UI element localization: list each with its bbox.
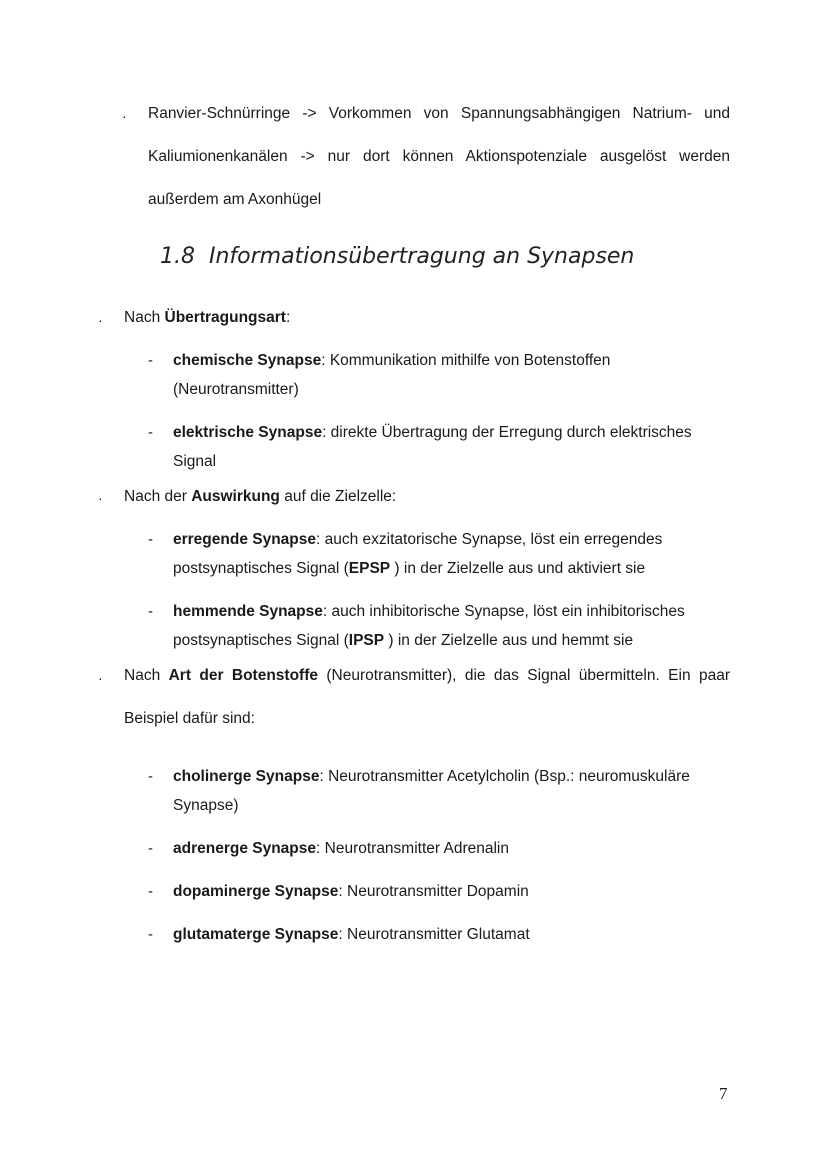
term: hemmende Synapse (173, 603, 323, 620)
term: chemische Synapse (173, 352, 322, 369)
term: cholinerge Synapse (173, 768, 320, 785)
dash-marker: - (148, 531, 153, 548)
bullet-marker: · (122, 108, 127, 124)
list-item: elektrische Synapse: direkte Übertragung der Erregung durch elektrisches (173, 424, 692, 441)
list-item-continuation: postsynaptisches Signal (IPSP ) in der Zielzelle aus und hemmt sie (173, 632, 634, 649)
list-item: erregende Synapse: auch exzitatorische Synapse, löst ein erregendes (173, 531, 663, 548)
list-item-continuation: postsynaptisches Signal (EPSP ) in der Zielzelle aus und aktiviert sie (173, 560, 646, 577)
bullet-marker: · (98, 670, 103, 686)
list-item: adrenerge Synapse: Neurotransmitter Adrenalin (173, 840, 509, 857)
section-2-lead: Nach der Auswirkung auf die Zielzelle: (124, 488, 397, 505)
abbreviation: IPSP (348, 632, 385, 649)
dash-marker: - (148, 352, 153, 369)
section-1-lead: Nach Übertragungsart: (124, 309, 291, 326)
dash-marker: - (148, 424, 153, 441)
page-number: 7 (719, 1084, 728, 1103)
keyword: Art der Botenstoffe (168, 667, 318, 684)
abbreviation: EPSP (348, 560, 391, 577)
dash-marker: - (148, 603, 153, 620)
list-item: chemische Synapse: Kommunikation mithilfe von Botenstoffen (173, 352, 611, 369)
intro-line-2: Kaliumionenkanälen -> nur dort können Aktionspotenziale ausgelöst werden (148, 148, 730, 165)
term: adrenerge Synapse (173, 840, 317, 857)
list-item-continuation: (Neurotransmitter) (173, 381, 299, 398)
section-3-lead: Nach Art der Botenstoffe (Neurotransmitter), die das Signal übermitteln. Ein paar (124, 667, 730, 684)
heading-title: Informationsübertragung an Synapsen (209, 244, 635, 269)
section-3-lead-continuation: Beispiel dafür sind: (124, 710, 255, 727)
intro-line-3: außerdem am Axonhügel (148, 191, 322, 208)
list-item: glutamaterge Synapse: Neurotransmitter Glutamat (173, 926, 530, 943)
list-item: hemmende Synapse: auch inhibitorische Synapse, löst ein inhibitorisches (173, 603, 685, 620)
dash-marker: - (148, 840, 153, 857)
term: glutamaterge Synapse (173, 926, 339, 943)
list-item: cholinerge Synapse: Neurotransmitter Acetylcholin (Bsp.: neuromuskuläre (173, 768, 690, 785)
term: elektrische Synapse (173, 424, 323, 441)
term: dopaminerge Synapse (173, 883, 339, 900)
bullet-marker: · (98, 312, 103, 328)
heading-number: 1.8 (160, 244, 195, 269)
bullet-marker: · (98, 490, 103, 506)
keyword: Auswirkung (191, 488, 280, 505)
dash-marker: - (148, 768, 153, 785)
section-heading (160, 243, 634, 271)
keyword: Übertragungsart (164, 309, 286, 326)
term: erregende Synapse (173, 531, 317, 548)
dash-marker: - (148, 883, 153, 900)
list-item-continuation: Signal (173, 453, 217, 470)
dash-marker: - (148, 926, 153, 943)
intro-line-1: Ranvier-Schnürringe -> Vorkommen von Spannungsabhängigen Natrium- und (148, 105, 730, 122)
list-item: dopaminerge Synapse: Neurotransmitter Dopamin (173, 883, 529, 900)
list-item-continuation: Synapse) (173, 797, 239, 814)
